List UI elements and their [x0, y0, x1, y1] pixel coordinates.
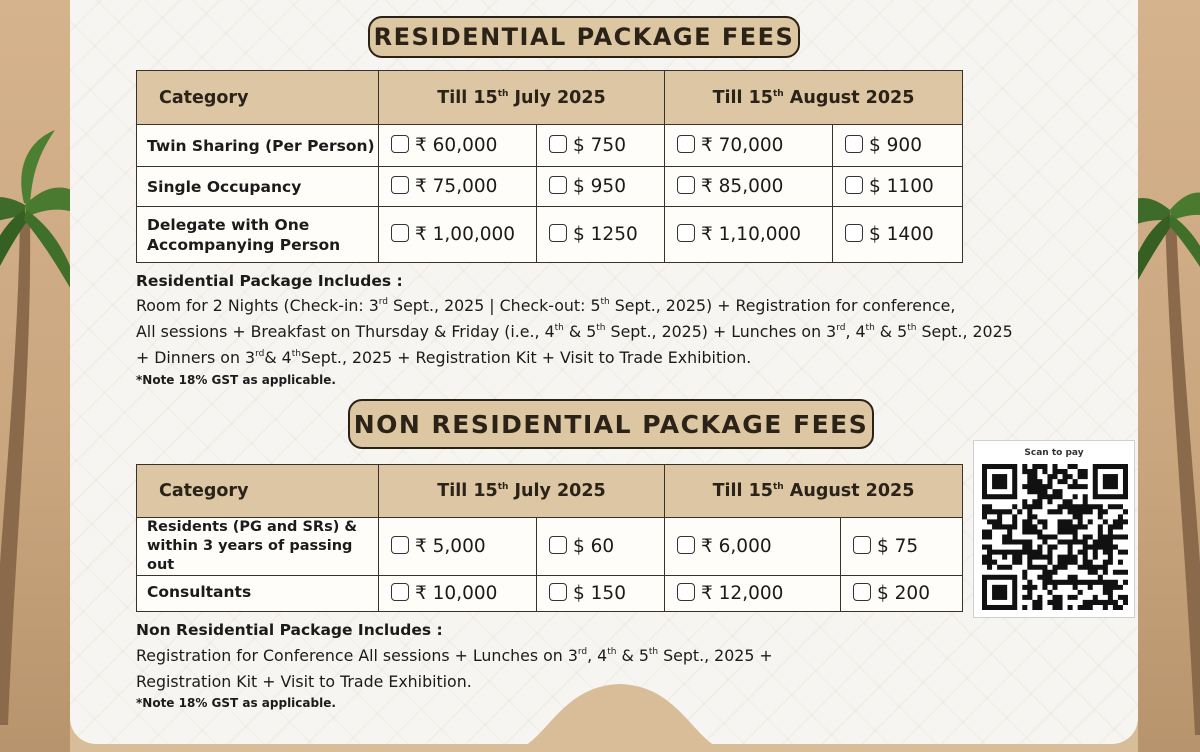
- checkbox[interactable]: [677, 176, 695, 194]
- qr-payment-box[interactable]: [973, 440, 1135, 618]
- table-row: [137, 207, 963, 263]
- checkbox[interactable]: [549, 176, 567, 194]
- non-residential-title: [348, 399, 874, 449]
- table-row: [137, 518, 963, 576]
- table-row: [137, 167, 963, 207]
- price-inr: ₹ 5,000: [415, 536, 486, 557]
- price-usd: $ 750: [573, 135, 626, 156]
- period-july-header: Till 15th July 2025: [379, 71, 665, 125]
- bottom-notch-decoration: [505, 676, 735, 752]
- non-residential-includes-line: Registration Kit + Visit to Trade Exhibition.: [136, 672, 472, 691]
- row-label: Delegate with One Accompanying Person: [137, 207, 379, 263]
- price-inr: ₹ 1,10,000: [701, 224, 802, 245]
- checkbox[interactable]: [391, 135, 409, 153]
- checkbox[interactable]: [391, 176, 409, 194]
- price-usd: $ 200: [877, 583, 930, 604]
- price-usd: $ 150: [573, 583, 626, 604]
- price-inr: ₹ 1,00,000: [415, 224, 516, 245]
- residential-gst-note: *Note 18% GST as applicable.: [136, 373, 336, 387]
- residential-includes-line: + Dinners on 3rd& 4thSept., 2025 + Registration Kit + Visit to Trade Exhibition.: [136, 348, 752, 367]
- table-row: [137, 125, 963, 167]
- table-header-row: [137, 71, 963, 125]
- residential-includes-title: Residential Package Includes :: [136, 272, 403, 290]
- qr-code-icon[interactable]: [982, 463, 1128, 611]
- checkbox[interactable]: [845, 135, 863, 153]
- price-inr: ₹ 75,000: [415, 176, 498, 197]
- price-inr: ₹ 6,000: [701, 536, 772, 557]
- price-usd: $ 1400: [869, 224, 934, 245]
- row-label: Twin Sharing (Per Person): [137, 125, 379, 167]
- price-inr: ₹ 70,000: [701, 135, 784, 156]
- checkbox[interactable]: [677, 224, 695, 242]
- checkbox[interactable]: [549, 135, 567, 153]
- category-header: Category: [137, 71, 379, 125]
- price-inr: ₹ 60,000: [415, 135, 498, 156]
- qr-label: Scan to pay: [1024, 448, 1084, 458]
- period-august-header: Till 15th August 2025: [665, 465, 963, 518]
- price-inr: ₹ 12,000: [701, 583, 784, 604]
- row-label: Consultants: [137, 576, 379, 612]
- table-header-row: [137, 465, 963, 518]
- non-residential-fees-table: [136, 464, 963, 612]
- non-residential-includes-line: Registration for Conference All sessions + Lunches on 3rd, 4th & 5th Sept., 2025 +: [136, 646, 773, 665]
- category-header: Category: [137, 465, 379, 518]
- checkbox[interactable]: [677, 583, 695, 601]
- checkbox[interactable]: [391, 583, 409, 601]
- price-inr: ₹ 85,000: [701, 176, 784, 197]
- residential-includes-line: Room for 2 Nights (Check-in: 3rd Sept., 2025 | Check-out: 5th Sept., 2025) + Registration for conference,: [136, 296, 956, 315]
- price-inr: ₹ 10,000: [415, 583, 498, 604]
- checkbox[interactable]: [549, 536, 567, 554]
- non-residential-includes-title: Non Residential Package Includes :: [136, 621, 443, 639]
- residential-title-text: RESIDENTIAL PACKAGE FEES: [373, 23, 795, 51]
- row-label: Residents (PG and SRs) & within 3 years of passing out: [137, 518, 379, 576]
- checkbox[interactable]: [391, 536, 409, 554]
- price-usd: $ 60: [573, 536, 615, 557]
- price-usd: $ 1100: [869, 176, 934, 197]
- checkbox[interactable]: [845, 176, 863, 194]
- checkbox[interactable]: [845, 224, 863, 242]
- residential-includes-line: All sessions + Breakfast on Thursday & Friday (i.e., 4th & 5th Sept., 2025) + Lunches on 3rd, 4th & 5th Sept., 2025: [136, 322, 1013, 341]
- checkbox[interactable]: [853, 536, 871, 554]
- checkbox[interactable]: [677, 135, 695, 153]
- residential-title: [368, 16, 800, 58]
- non-residential-title-text: NON RESIDENTIAL PACKAGE FEES: [353, 409, 869, 439]
- checkbox[interactable]: [391, 224, 409, 242]
- price-usd: $ 900: [869, 135, 922, 156]
- price-usd: $ 1250: [573, 224, 638, 245]
- checkbox[interactable]: [549, 583, 567, 601]
- period-august-header: Till 15th August 2025: [665, 71, 963, 125]
- table-row: [137, 576, 963, 612]
- checkbox[interactable]: [853, 583, 871, 601]
- non-residential-gst-note: *Note 18% GST as applicable.: [136, 696, 336, 710]
- checkbox[interactable]: [549, 224, 567, 242]
- row-label: Single Occupancy: [137, 167, 379, 207]
- checkbox[interactable]: [677, 536, 695, 554]
- period-july-header: Till 15th July 2025: [379, 465, 665, 518]
- residential-fees-table: [136, 70, 963, 263]
- price-usd: $ 950: [573, 176, 626, 197]
- price-usd: $ 75: [877, 536, 919, 557]
